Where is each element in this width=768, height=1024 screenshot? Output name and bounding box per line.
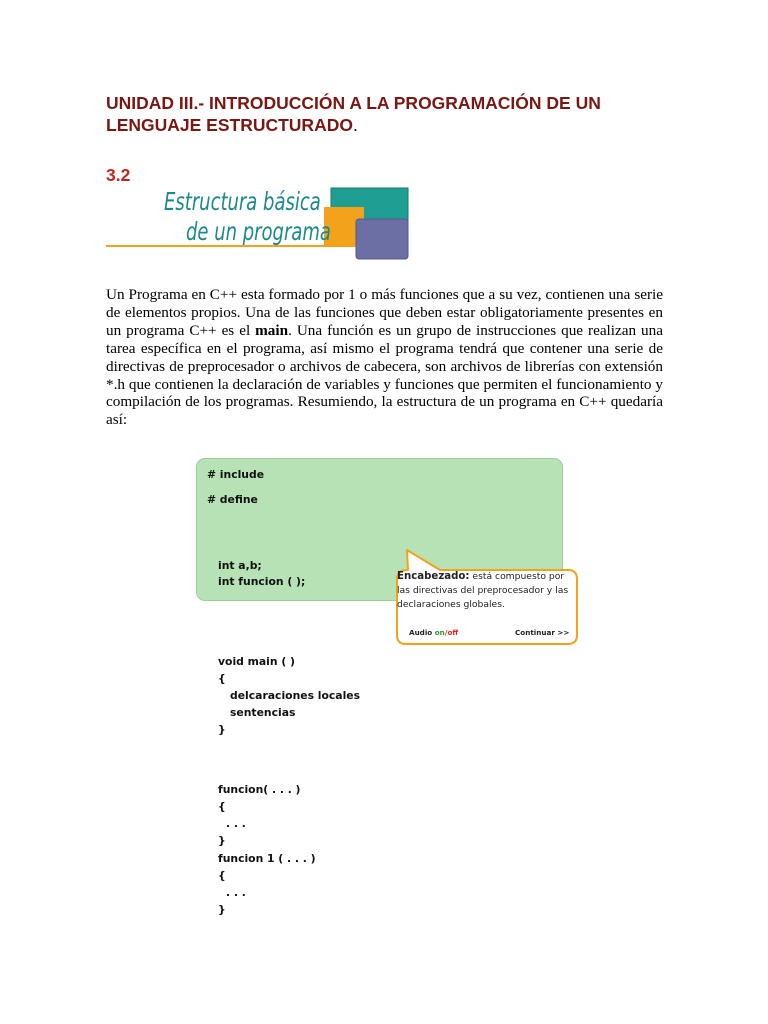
code-funcion-1: funcion 1 ( . . . )	[218, 852, 316, 865]
banner-purple-square	[356, 219, 408, 259]
code-funcion-1-ellipsis: . . .	[226, 886, 246, 899]
section-banner	[106, 180, 416, 264]
code-funcion-ellipsis: . . .	[226, 817, 246, 830]
code-define: # define	[207, 493, 258, 506]
code-main-close-brace: }	[218, 723, 226, 736]
code-main-open-brace: {	[218, 672, 226, 685]
continue-link[interactable]: Continuar >>	[515, 628, 570, 637]
code-funcion: funcion( . . . )	[218, 783, 301, 796]
callout-text3: declaraciones globales.	[397, 599, 505, 610]
code-funcion-1-close-brace: }	[218, 903, 226, 916]
paragraph-part1: Un Programa en C++ esta formado por 1 o más funciones que a su vez, contienen una serie de elementos propios. Una de las funciones que deben estar obligatoriamente presentes en un programa C++ es el	[106, 286, 663, 339]
callout-text1: está compuesto por	[469, 571, 565, 582]
audio-separator: /	[444, 628, 448, 637]
paragraph-part2: . Una función es un grupo de instrucciones que realizan una tarea específica en el programa, así mismo el programa tendrá que contener una serie de directivas de preprocesador o archivos de cabecera, son archivos de librerías con extensión *.h que contienen la declaración de variables y funciones que permiten el funcionamiento y compilación de los programas. Resumiendo, la estructura de un programa en C++ quedaría así:	[106, 321, 663, 429]
code-funcion-close-brace: }	[218, 834, 226, 847]
audio-on[interactable]: on	[434, 628, 445, 637]
callout-text2: las directivas del preprocesador y las	[397, 585, 569, 596]
code-int-funcion: int funcion ( );	[218, 575, 306, 588]
document-title-text: UNIDAD III.- INTRODUCCIÓN A LA PROGRAMACIÓN DE UN LENGUAJE ESTRUCTURADO	[106, 93, 601, 135]
code-void-main: void main ( )	[218, 655, 295, 668]
audio-toggle[interactable]	[409, 628, 458, 637]
code-funcion-open-brace: {	[218, 800, 226, 813]
document-title	[106, 92, 666, 136]
code-funcion-1-open-brace: {	[218, 869, 226, 882]
audio-label: Audio	[409, 628, 435, 637]
code-statements: sentencias	[230, 706, 296, 719]
paragraph-main-keyword: main	[255, 321, 289, 339]
code-local-declarations: delcaraciones locales	[230, 689, 361, 702]
audio-off[interactable]: off	[447, 628, 459, 637]
document-title-period: .	[352, 115, 358, 135]
code-include: # include	[207, 468, 265, 481]
banner-line2: de un programa	[186, 218, 331, 247]
code-int-ab: int a,b;	[218, 559, 262, 572]
intro-paragraph	[106, 286, 663, 429]
section-number: 3.2	[106, 165, 131, 185]
callout-lead: Encabezado:	[397, 571, 470, 582]
banner-line1: Estructura básica	[164, 188, 321, 217]
